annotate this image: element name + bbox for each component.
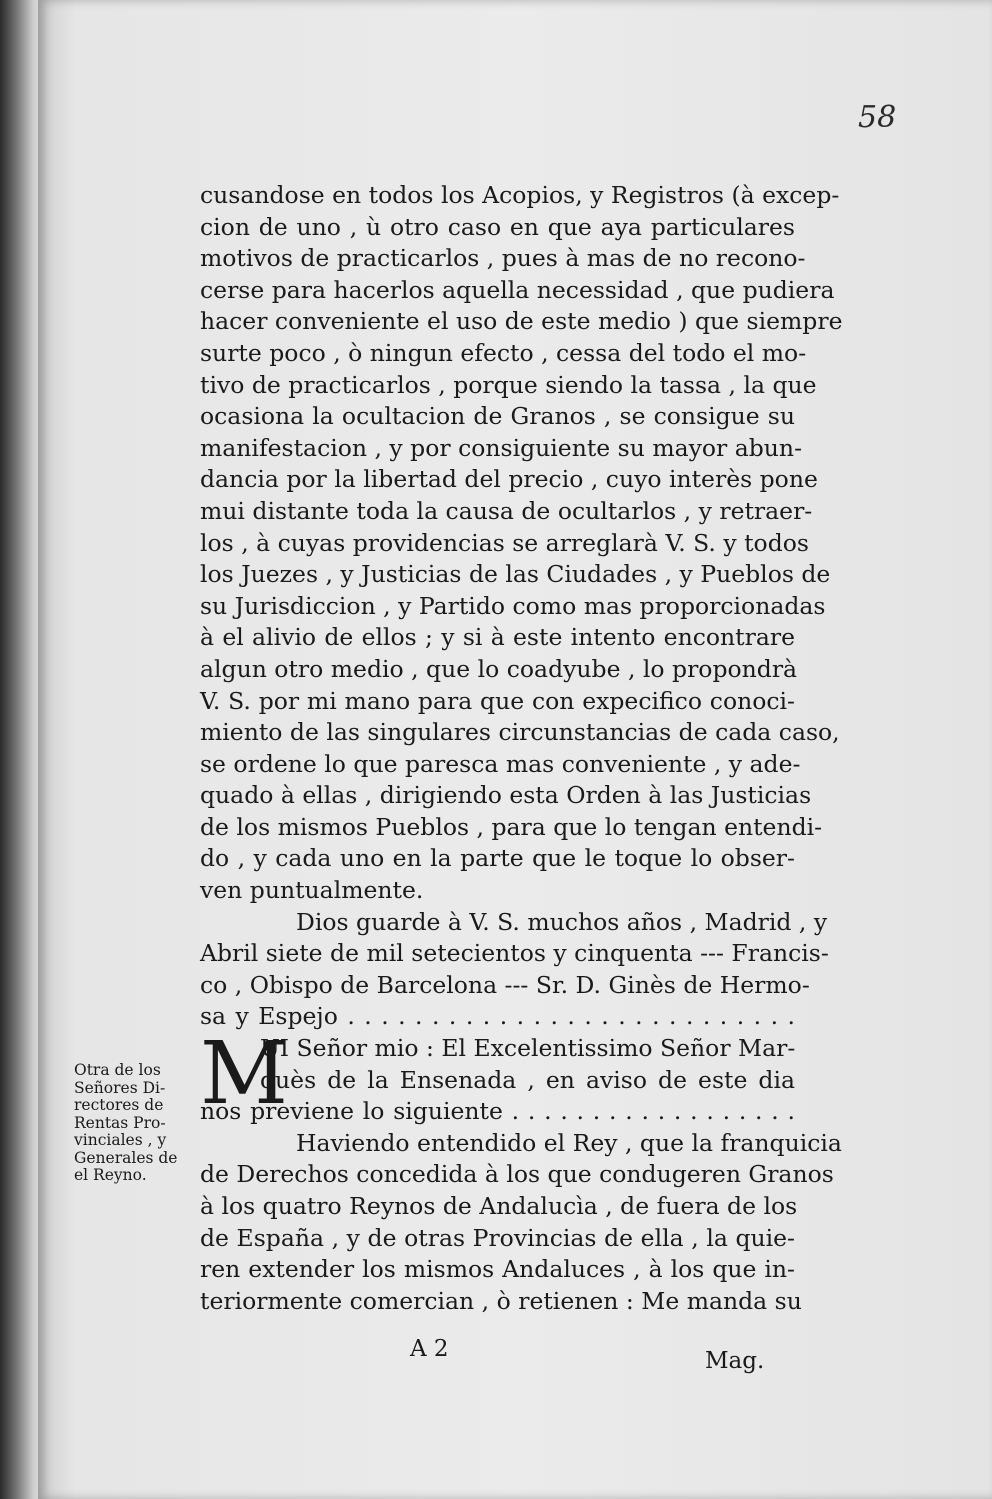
body-line: los Juezes , y Justicias de las Ciudades , y Pueblos de <box>200 560 831 589</box>
folio-number: 58 <box>858 100 897 135</box>
closing-line: co , Obispo de Barcelona --- Sr. D. Ginès de Hermo- <box>200 970 810 999</box>
body-line: tivo de practicarlos , porque siendo la tassa , la que <box>200 370 817 399</box>
body-line: ven puntualmente. <box>200 876 424 905</box>
letter-salutation <box>200 1096 795 1128</box>
body-line: algun otro medio , que lo coadyube , lo propondrà <box>200 654 798 683</box>
body-line: motivos de practicarlos , pues à mas de no recono- <box>200 244 806 273</box>
body-line: los , à cuyas providencias se arreglarà V. S. y todos <box>200 528 809 557</box>
letter-line: nos previene lo siguiente . . . . . . . . . . . . . . . . . . <box>200 1097 795 1126</box>
body-line: cion de uno , ù otro caso en que aya particulares <box>200 212 795 241</box>
body-line: cerse para hacerlos aquella necessidad , que pudiera <box>200 275 835 304</box>
body-line: quado à ellas , dirigiendo esta Orden à las Justicias <box>200 781 812 810</box>
letter-line: ren extender los mismos Andaluces , à los que in- <box>200 1255 795 1284</box>
body-line: à el alivio de ellos ; y si à este intento encontrare <box>200 623 795 652</box>
body-line: manifestacion , y por consiguiente su mayor abun- <box>200 433 803 462</box>
letter-line: UI Señor mio : El Excelentissimo Señor Mar- <box>260 1034 796 1063</box>
body-line: de los mismos Pueblos , para que lo tengan entendi- <box>200 812 823 841</box>
letter-line: Haviendo entendido el Rey , que la franquicia <box>296 1128 842 1157</box>
body-line: dancia por la libertad del precio , cuyo interès pone <box>200 465 818 494</box>
body-line: surte poco , ò ningun efecto , cessa del todo el mo- <box>200 338 807 367</box>
marginal-note-line: el Reyno. <box>74 1166 147 1184</box>
marginal-note-line: Otra de los <box>74 1061 161 1079</box>
letter-paragraph <box>200 1128 842 1318</box>
closing-line: Abril siete de mil setecientos y cinquenta --- Francis- <box>200 939 829 968</box>
letter-line: quès de la Ensenada , en aviso de este dia <box>260 1065 795 1094</box>
body-line: se ordene lo que paresca mas conveniente , y ade- <box>200 749 801 778</box>
marginal-note-line: Rentas Pro- <box>74 1113 166 1132</box>
body-line: ocasiona la ocultacion de Granos , se consigue su <box>200 402 795 431</box>
body-line: miento de las singulares circunstancias de cada caso, <box>200 718 840 747</box>
body-line: do , y cada uno en la parte que le toque lo obser- <box>200 844 795 873</box>
marginal-note <box>74 1062 196 1185</box>
letter-line: de Derechos concedida à los que condugeren Granos <box>200 1160 834 1189</box>
body-line: V. S. por mi mano para que con expecifico conoci- <box>200 686 795 715</box>
drop-cap: M <box>200 1024 289 1125</box>
marginal-note-line: rectores de <box>74 1096 164 1114</box>
body-line: mui distante toda la causa de ocultarlos , y retraer- <box>200 496 813 525</box>
closing-paragraph <box>200 907 829 1033</box>
signature-mark: A 2 <box>410 1336 449 1362</box>
body-paragraph <box>200 180 843 907</box>
closing-line: sa y Espejo . . . . . . . . . . . . . . . . . . . . . . . . . . . <box>200 1002 795 1031</box>
closing-line: Dios guarde à V. S. muchos años , Madrid , y <box>296 907 828 936</box>
main-text-block <box>200 180 843 1317</box>
letter-line: à los quatro Reynos de Andalucìa , de fuera de los <box>200 1192 798 1220</box>
letter-line: teriormente comercian , ò retienen : Me manda su <box>200 1286 802 1315</box>
body-line: cusandose en todos los Acopios, y Registros (à excep- <box>200 181 840 209</box>
body-line: hacer conveniente el uso de este medio ) que siempre <box>200 307 843 336</box>
catchword: Mag. <box>705 1348 765 1374</box>
body-line: su Jurisdiccion , y Partido como mas proporcionadas <box>200 591 826 620</box>
marginal-note-line: Señores Di- <box>74 1078 166 1097</box>
marginal-note-line: vinciales , y <box>74 1131 167 1149</box>
letter-line: de España , y de otras Provincias de ella , la quie- <box>200 1223 795 1252</box>
marginal-note-line: Generales de <box>74 1148 178 1167</box>
